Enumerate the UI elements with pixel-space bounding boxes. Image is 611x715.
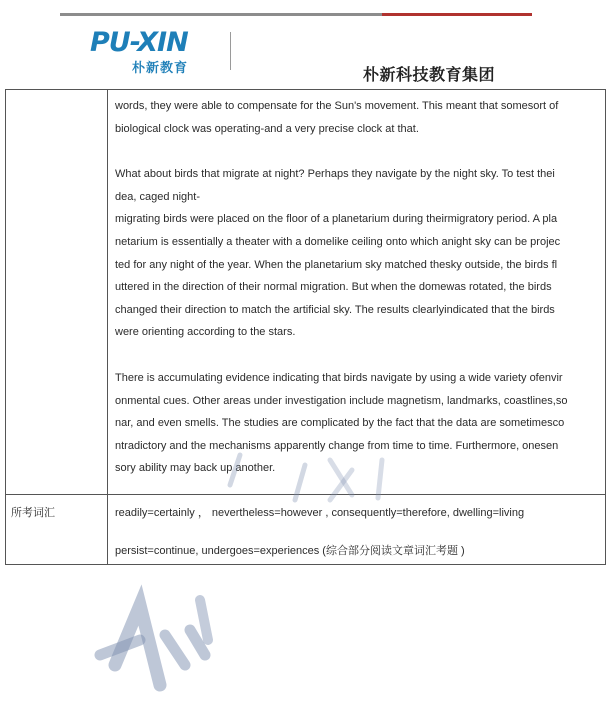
puxin-logo xyxy=(90,27,225,76)
passage-line: dea, caged night- xyxy=(115,190,201,203)
passage-line: uttered in the direction of their normal migration. But when the domewas rotated, the birds xyxy=(115,281,552,294)
table-row-rule xyxy=(6,494,605,495)
logo-divider xyxy=(230,32,231,70)
logo-subtitle: 朴新教育 xyxy=(132,61,189,76)
table-column-rule xyxy=(107,90,108,564)
vocabulary-label: 所考词汇 xyxy=(11,507,55,519)
passage-line: sory ability may back up another. xyxy=(115,462,276,475)
passage-line: ted for any night of the year. When the planetarium sky matched thesky outside, the birds fl xyxy=(115,258,558,271)
vocabulary-line: readily=certainly ， nevertheless=however , consequently=therefore, dwelling=living xyxy=(115,507,525,519)
passage-line: migrating birds were placed on the floor of a planetarium during theirmigratory period. A pla xyxy=(115,213,558,226)
logo-wordmark: PU-XIN xyxy=(90,27,188,58)
passage-line: ntradictory and the mechanisms apparently change from time to time. Furthermore, onesen xyxy=(115,439,559,452)
passage-table xyxy=(5,89,606,565)
vocabulary-line: persist=continue, undergoes=experiences (综合部分阅读文章词汇考题 ) xyxy=(115,545,465,557)
passage-line: What about birds that migrate at night? Perhaps they navigate by the night sky. To test thei xyxy=(115,168,555,181)
paragraph-gap xyxy=(115,344,603,367)
passage-line: biological clock was operating-and a very precise clock at that. xyxy=(115,122,419,135)
passage-line: were orienting according to the stars. xyxy=(115,326,296,339)
passage-line: words, they were able to compensate for the Sun's movement. This meant that somesort of xyxy=(115,100,559,112)
passage-line: netarium is essentially a theater with a domelike ceiling onto which anight sky can be projec xyxy=(115,235,561,248)
paragraph-gap xyxy=(115,140,603,163)
header-top-rule-accent xyxy=(382,13,532,16)
header-top-rule xyxy=(60,13,532,16)
passage-line: changed their direction to match the artificial sky. The results clearlyindicated that the birds xyxy=(115,303,555,316)
passage-line: nar, and even smells. The studies are complicated by the fact that the data are sometimesco xyxy=(115,417,565,430)
passage-line: There is accumulating evidence indicating that birds navigate by using a wide variety ofenvir xyxy=(115,371,563,384)
company-name: 朴新科技教育集团 xyxy=(363,65,496,84)
passage-line: onmental cues. Other areas under investigation include magnetism, landmarks, coastlines,so xyxy=(115,394,568,407)
passage-text xyxy=(115,95,603,480)
